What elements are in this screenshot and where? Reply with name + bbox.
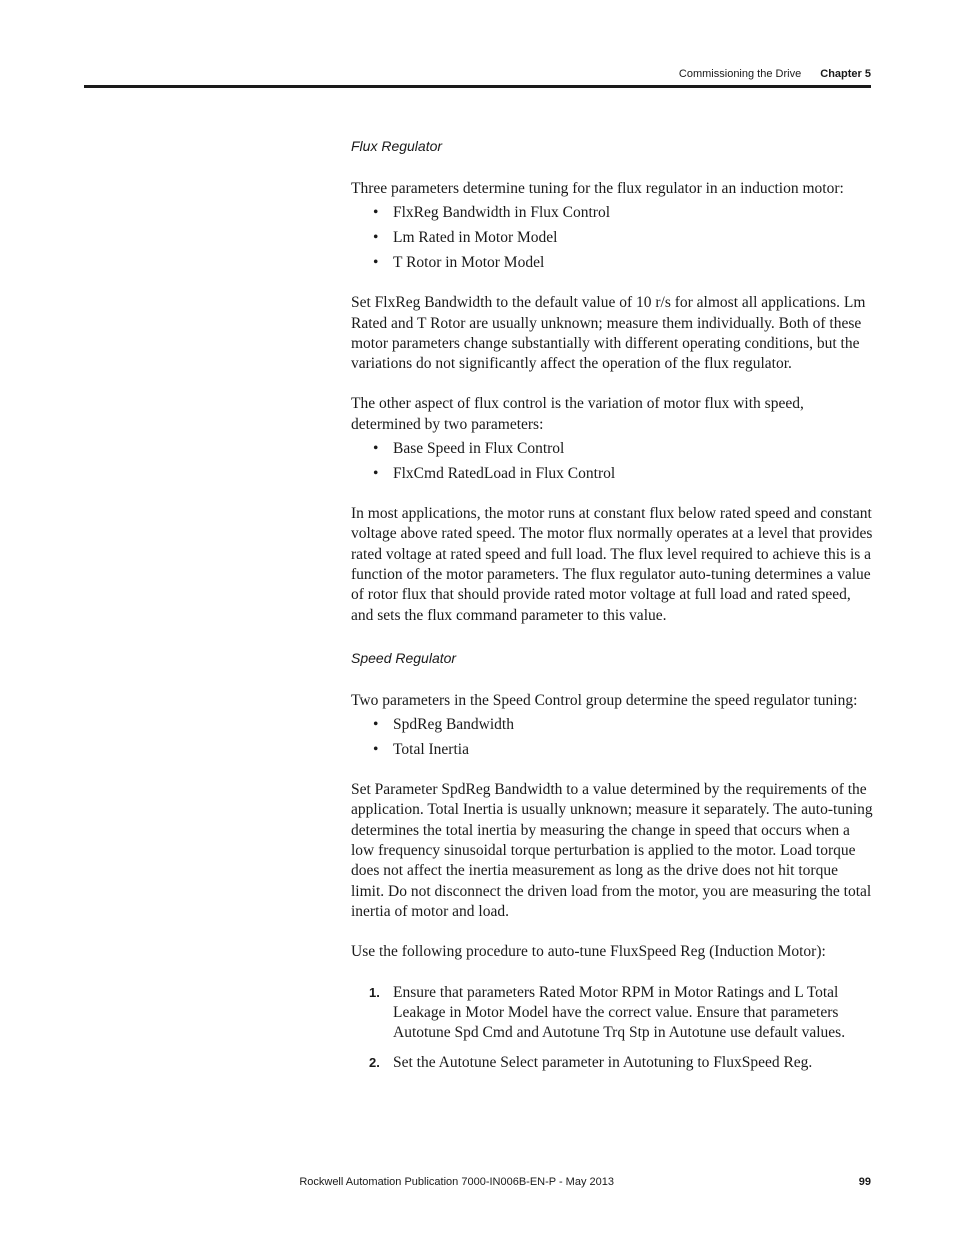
step-number: 2. bbox=[369, 1055, 380, 1071]
list-item: • Total Inertia bbox=[351, 740, 873, 760]
header-chapter-label: Chapter 5 bbox=[820, 68, 871, 80]
speed-parameter-list bbox=[351, 715, 873, 760]
procedure-step bbox=[351, 1053, 873, 1073]
speed-regulator-heading: Speed Regulator bbox=[351, 649, 457, 666]
flux-intro-paragraph: Three parameters determine tuning for the flux regulator in an induction motor: bbox=[351, 180, 844, 197]
list-item: • SpdReg Bandwidth bbox=[351, 715, 873, 735]
step-number: 1. bbox=[369, 984, 380, 1000]
list-item: • Lm Rated in Motor Model bbox=[351, 228, 873, 248]
list-item: • T Rotor in Motor Model bbox=[351, 253, 873, 273]
list-item: • FlxReg Bandwidth in Flux Control bbox=[351, 203, 873, 223]
header-section-title: Commissioning the Drive bbox=[678, 68, 802, 80]
flux-level-paragraph: In most applications, the motor runs at constant flux below rated speed and constant voltage above rated speed. The motor flux normally operates at a level that provides rated voltage at rated speed and full load. The flux level required to achieve this is a function of the motor parameters. The flux regulator auto-tuning determines a value of rotor flux that should provide rated motor voltage at full load and rated speed, and sets the flux command parameter to this value. bbox=[351, 505, 873, 624]
flux-parameter-list bbox=[351, 203, 873, 273]
procedure-step bbox=[351, 983, 873, 1044]
page-header bbox=[84, 64, 871, 88]
list-item: • Base Speed in Flux Control bbox=[351, 439, 873, 459]
page-number: 99 bbox=[858, 1176, 871, 1188]
procedure-intro-paragraph: Use the following procedure to auto-tune FluxSpeed Reg (Induction Motor): bbox=[351, 943, 826, 961]
flux-speed-parameter-list bbox=[351, 439, 873, 484]
list-item: • FlxCmd RatedLoad in Flux Control bbox=[351, 464, 873, 484]
flux-bandwidth-paragraph: Set FlxReg Bandwidth to the default value of 10 r/s for almost all applications. Lm Rated and T Rotor are usually unknown; measure them individually. Both of these motor parameters change substantially with different operating conditions, but the variations do not significantly affect the operation of the flux regulator. bbox=[351, 294, 866, 373]
step-text: Ensure that parameters Rated Motor RPM in Motor Ratings and L Total Leakage in Motor Model have the correct value. Ensure that parameters Autotune Spd Cmd and Autotune Trq Stp in Autotune use default values. bbox=[393, 983, 846, 1042]
publication-info: Rockwell Automation Publication 7000-IN006B-EN-P - May 2013 bbox=[299, 1176, 614, 1188]
speed-inertia-paragraph: Set Parameter SpdReg Bandwidth to a value determined by the requirements of the application. Total Inertia is usually unknown; measure it separately. The auto-tuning determines the total inertia by measuring the change in speed that occurs when a low frequency sinusoidal torque perturbation is applied to the motor. Load torque does not affect the inertia measurement as long as the drive does not hit torque limit. Do not disconnect the driven load from the motor, you are measuring the total inertia of motor and load. bbox=[351, 781, 873, 920]
step-text: Set the Autotune Select parameter in Autotuning to FluxSpeed Reg. bbox=[393, 1054, 813, 1072]
main-content bbox=[351, 134, 873, 1084]
flux-speed-paragraph: The other aspect of flux control is the variation of motor flux with speed, determined by two parameters: bbox=[351, 395, 804, 433]
flux-regulator-heading: Flux Regulator bbox=[351, 138, 443, 154]
speed-intro-paragraph: Two parameters in the Speed Control group determine the speed regulator tuning: bbox=[351, 691, 858, 709]
procedure-steps bbox=[351, 983, 873, 1074]
